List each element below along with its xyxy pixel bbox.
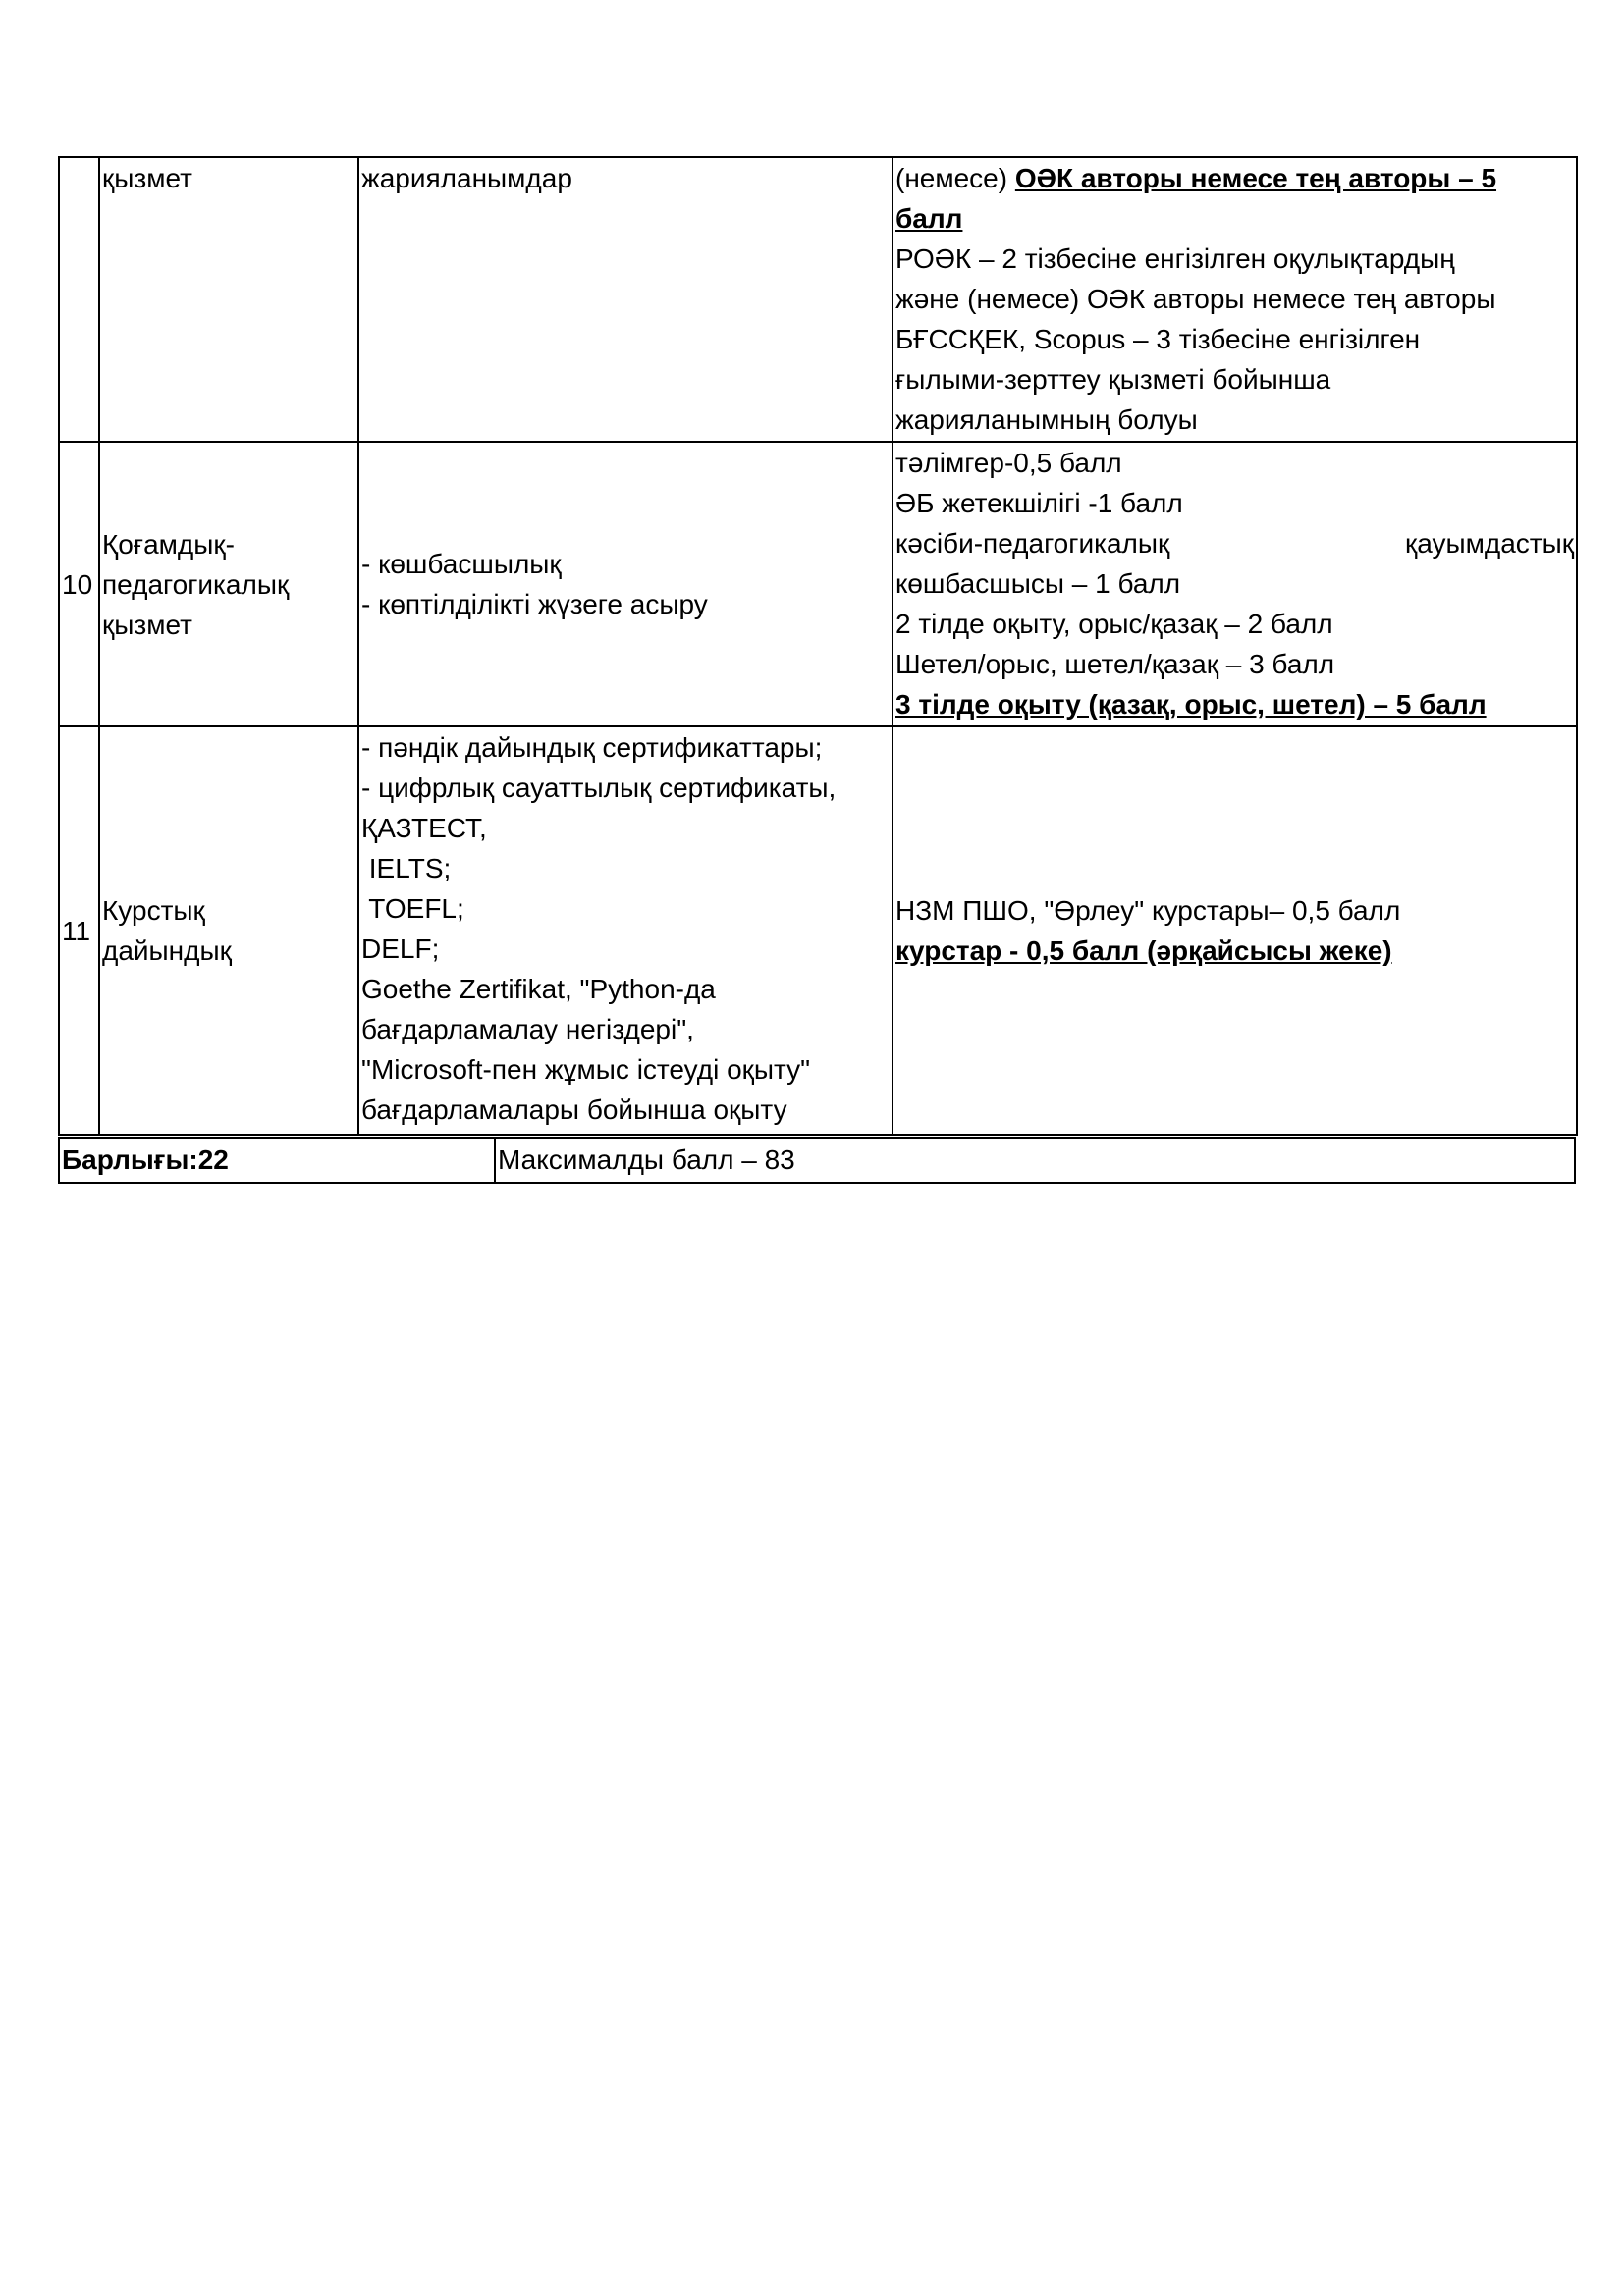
row-number [59, 157, 99, 442]
totals-table [58, 1137, 1576, 1184]
row-number: 10 [59, 442, 99, 726]
criteria-line: және (немесе) ОӘК авторы немесе тең авторы [895, 284, 1496, 314]
criteria-cell [893, 442, 1577, 726]
table-row [59, 442, 1577, 726]
indicator-line: "Microsoft-пен жұмыс істеуді оқыту" [361, 1054, 811, 1085]
criteria-line: тәлімгер-0,5 балл [895, 448, 1122, 478]
indicator-cell [358, 442, 893, 726]
criteria-line: балл [895, 203, 963, 234]
criteria-table [58, 156, 1578, 1136]
indicator-cell [358, 726, 893, 1135]
criteria-text: қауымдастық [1405, 528, 1574, 559]
criteria-line: көшбасшысы – 1 балл [895, 568, 1181, 599]
criteria-line: Шетел/орыс, шетел/қазақ – 3 балл [895, 649, 1335, 679]
total-count: Барлығы:22 [59, 1138, 495, 1183]
indicator-line: - цифрлық сауаттылық сертификаты, [361, 773, 837, 803]
direction-name-line: Қоғамдық- [102, 528, 235, 560]
criteria-line [895, 158, 1576, 198]
indicator-line: - көптілділікті жүзеге асыру [361, 589, 708, 619]
indicator-line: DELF; [361, 934, 440, 964]
direction-name [99, 157, 358, 442]
criteria-cell [893, 726, 1577, 1135]
criteria-text: (немесе) [895, 163, 1015, 193]
indicator-line: IELTS; [361, 853, 452, 883]
direction-name-line: қызмет [102, 609, 192, 640]
direction-name-line: дайындық [102, 935, 232, 966]
criteria-text: кәсіби-педагогикалық [895, 528, 1170, 559]
direction-name-line: педагогикалық [102, 568, 290, 600]
criteria-line: курстар - 0,5 балл (әрқайсысы жеке) [895, 935, 1392, 966]
criteria-line: НЗМ ПШО, "Өрлеу" курстары– 0,5 балл [895, 895, 1401, 926]
criteria-cell [893, 157, 1577, 442]
indicator-line: - көшбасшылық [361, 549, 562, 579]
direction-name [99, 726, 358, 1135]
row-number: 11 [59, 726, 99, 1135]
indicator-line: ҚАЗТЕСТ, [361, 813, 487, 843]
totals-row [59, 1138, 1575, 1183]
criteria-line: ӘБ жетекшілігі -1 балл [895, 488, 1183, 518]
indicator-line: Goethe Zertifikat, "Python-да [361, 974, 716, 1004]
max-score: Максималды балл – 83 [495, 1138, 1575, 1183]
criteria-emphasis: ОӘК авторы немесе тең авторы – 5 [1014, 163, 1497, 193]
indicator-line: TOEFL; [361, 893, 464, 924]
indicator-line: бағдарламалары бойынша оқыту [361, 1095, 787, 1125]
indicator-line: бағдарламалау негіздері", [361, 1014, 694, 1044]
direction-name [99, 442, 358, 726]
indicator-line: - пәндік дайындық сертификаттары; [361, 732, 823, 763]
table-row [59, 157, 1577, 442]
indicator-cell [358, 157, 893, 442]
criteria-line: жарияланымның болуы [895, 404, 1198, 435]
criteria-line [895, 523, 1576, 563]
direction-name-line: Курстық [102, 895, 205, 926]
table-row [59, 726, 1577, 1135]
criteria-line: РОӘК – 2 тізбесіне енгізілген оқулықтардың [895, 243, 1455, 274]
criteria-line: 2 тілде оқыту, орыс/қазақ – 2 балл [895, 609, 1333, 639]
criteria-line: 3 тілде оқыту (қазақ, орыс, шетел) – 5 балл [895, 689, 1487, 720]
criteria-line: БҒССҚЕК, Scopus – 3 тізбесіне енгізілген [895, 324, 1421, 354]
indicator-line: жарияланымдар [361, 163, 572, 193]
criteria-line: ғылыми-зерттеу қызметі бойынша [895, 364, 1331, 395]
direction-name-line: қызмет [102, 163, 192, 193]
